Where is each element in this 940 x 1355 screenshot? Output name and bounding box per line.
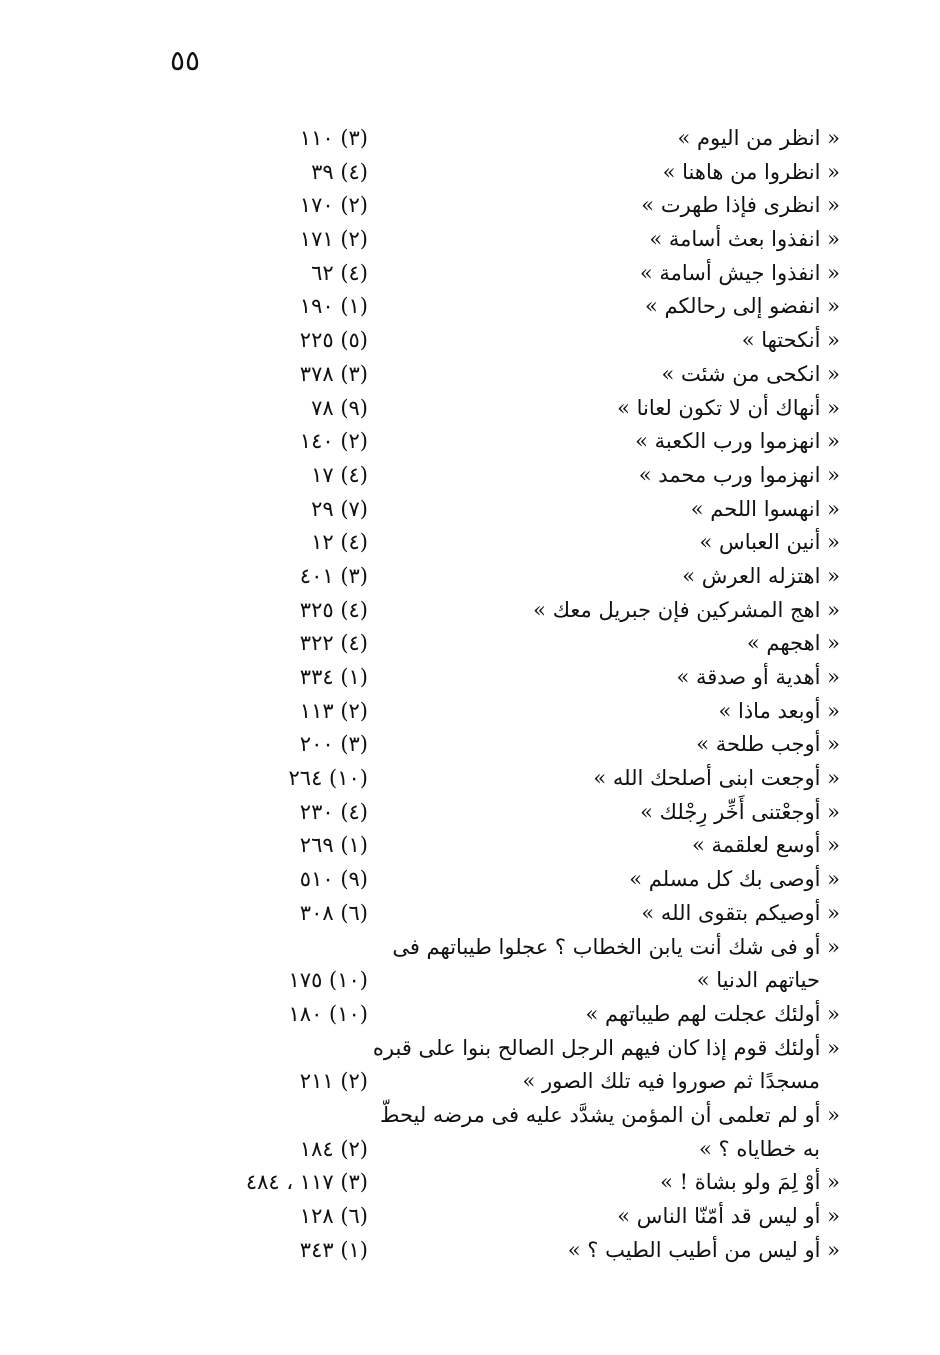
index-entry [0, 1032, 940, 1099]
entry-text: « انهزموا ورب محمد » [638, 462, 840, 487]
index-entry [0, 796, 940, 830]
index-entry [0, 223, 940, 257]
entry-reference: (١٠) ٢٦٤ [288, 766, 368, 791]
entry-text: « أهدية أو صدقة » [676, 665, 840, 689]
entry-text: « اهج المشركين فإن جبريل معك » [533, 597, 840, 622]
entry-reference: (٤) ٢٣٠ [299, 799, 368, 824]
entry-reference: (٦) ٣٠٨ [299, 900, 368, 925]
index-entry [0, 392, 940, 426]
entry-reference: (٩) ٧٨ [311, 395, 368, 420]
entry-text: « أولئك عجلت لهم طيباتهم » [585, 1001, 840, 1026]
entry-reference: (٤) ١٢ [311, 530, 368, 555]
entry-reference: (١) ٣٤٣ [299, 1237, 368, 1262]
entry-text: « انفضو إلى رحالكم » [645, 294, 840, 319]
index-entry [0, 526, 940, 560]
entry-text: « أو لم تعلمى أن المؤمن يشدَّد عليه فى مرضه ليحطّ [380, 1102, 840, 1127]
entry-reference: (٢) ١٤٠ [299, 429, 368, 454]
index-entry [0, 1099, 940, 1166]
entry-text: « أوجعت ابنى أصلحك الله » [593, 766, 840, 791]
index-entry [0, 627, 940, 661]
entry-text: « أوصى بك كل مسلم » [629, 867, 840, 892]
entry-reference: (٢) ١١٣ [299, 698, 368, 723]
entry-text: « انظرى فإذا طهرت » [641, 193, 840, 218]
entry-reference: (١) ١٩٠ [299, 294, 368, 319]
index-entry [0, 728, 940, 762]
entry-reference: (٤) ٣٢٥ [299, 597, 368, 622]
index-entry [0, 863, 940, 897]
entry-reference: (١٠) ١٧٥ [288, 968, 368, 993]
entry-reference: (٥) ٢٢٥ [299, 328, 368, 353]
entry-reference: (٩) ٥١٠ [299, 867, 368, 892]
entry-reference: (١٠) ١٨٠ [288, 1001, 368, 1026]
entry-text: « انهزموا ورب الكعبة » [635, 429, 840, 454]
entry-reference: (٤) ١٧ [311, 462, 368, 487]
entry-text: « أوجعْتنى أَخِّر رِجْلك » [640, 799, 840, 824]
index-entry [0, 189, 940, 223]
index-entry [0, 290, 940, 324]
index-entry [0, 897, 940, 931]
index-entry [0, 122, 940, 156]
index-entry [0, 358, 940, 392]
index-entry [0, 425, 940, 459]
entry-text: « انفذوا جيش أسامة » [639, 260, 840, 285]
entry-reference: (٢) ٢١١ [299, 1069, 368, 1094]
entry-reference: (١) ٣٣٤ [299, 665, 368, 689]
entry-text: « أنهاك أن لا تكون لعانا » [617, 395, 840, 420]
entry-text: « انظروا من هاهنا » [662, 159, 840, 184]
index-entry [0, 459, 940, 493]
index-entry [0, 156, 940, 190]
entry-text: « انظر من اليوم » [677, 126, 840, 150]
index-entry [0, 661, 940, 695]
index-entry [0, 560, 940, 594]
index-entry [0, 493, 940, 527]
index-entry [0, 695, 940, 729]
entry-text-continuation: مسجدًا ثم صوروا فيه تلك الصور » [522, 1069, 820, 1094]
entry-reference: (٤) ٣٢٢ [299, 631, 368, 656]
entry-reference: (٣) ١١٠ [299, 126, 368, 150]
index-entry [0, 1166, 940, 1200]
index-list [0, 122, 940, 1267]
entry-reference: (٧) ٢٩ [311, 496, 368, 521]
index-entry [0, 829, 940, 863]
entry-text: « أوجب طلحة » [696, 732, 840, 757]
entry-text: « أو ليس من أطيب الطيب ؟ » [567, 1237, 840, 1262]
entry-text: « أنكحتها » [741, 328, 840, 353]
entry-reference: (١) ٢٦٩ [299, 833, 368, 858]
entry-text: « أو فى شك أنت يابن الخطاب ؟ عجلوا طيباتهم فى [392, 934, 840, 959]
index-entry [0, 762, 940, 796]
entry-reference: (٤) ٦٢ [311, 260, 368, 285]
index-entry [0, 1200, 940, 1234]
entry-reference: (٢) ١٧٠ [299, 193, 368, 218]
entry-reference: (٢) ١٧١ [299, 227, 368, 252]
entry-reference: (٤) ٣٩ [311, 159, 368, 184]
entry-text: « أولئك قوم إذا كان فيهم الرجل الصالح بنوا على قبره [372, 1035, 840, 1060]
entry-text-continuation: به خطاياه ؟ » [699, 1136, 820, 1161]
entry-reference: (٦) ١٢٨ [299, 1204, 368, 1229]
entry-reference: (٣) ٤٠١ [299, 563, 368, 588]
entry-text: « أوْ لِمَ ولو بشاة ! » [660, 1170, 840, 1195]
index-entry [0, 998, 940, 1032]
entry-text: « أوسع لعلقمة » [692, 833, 840, 858]
entry-text: « انفذوا بعث أسامة » [649, 227, 840, 252]
entry-text: « انهسوا اللحم » [690, 496, 840, 521]
entry-reference: (٣) ٣٧٨ [299, 361, 368, 386]
index-entry [0, 324, 940, 358]
entry-text: « أوبعد ماذا » [718, 698, 840, 723]
entry-text: « اهتزله العرش » [682, 563, 840, 588]
index-entry [0, 594, 940, 628]
page-number: ٥٥ [170, 44, 201, 77]
entry-text: « اهجهم » [746, 631, 840, 656]
entry-reference: (٢) ١٨٤ [299, 1136, 368, 1161]
entry-text: « أو ليس قد أمّنّا الناس » [617, 1204, 840, 1229]
entry-text: « أوصيكم بتقوى الله » [641, 900, 840, 925]
entry-text-continuation: حياتهم الدنيا » [696, 968, 820, 993]
index-entry [0, 1234, 940, 1268]
entry-text: « انكحى من شئت » [661, 361, 840, 386]
entry-reference: (٣) ٢٠٠ [299, 732, 368, 757]
entry-text: « أنين العباس » [699, 530, 840, 555]
index-entry [0, 931, 940, 998]
entry-reference: (٣) ١١٧ ، ٤٨٤ [245, 1170, 368, 1195]
index-entry [0, 257, 940, 291]
